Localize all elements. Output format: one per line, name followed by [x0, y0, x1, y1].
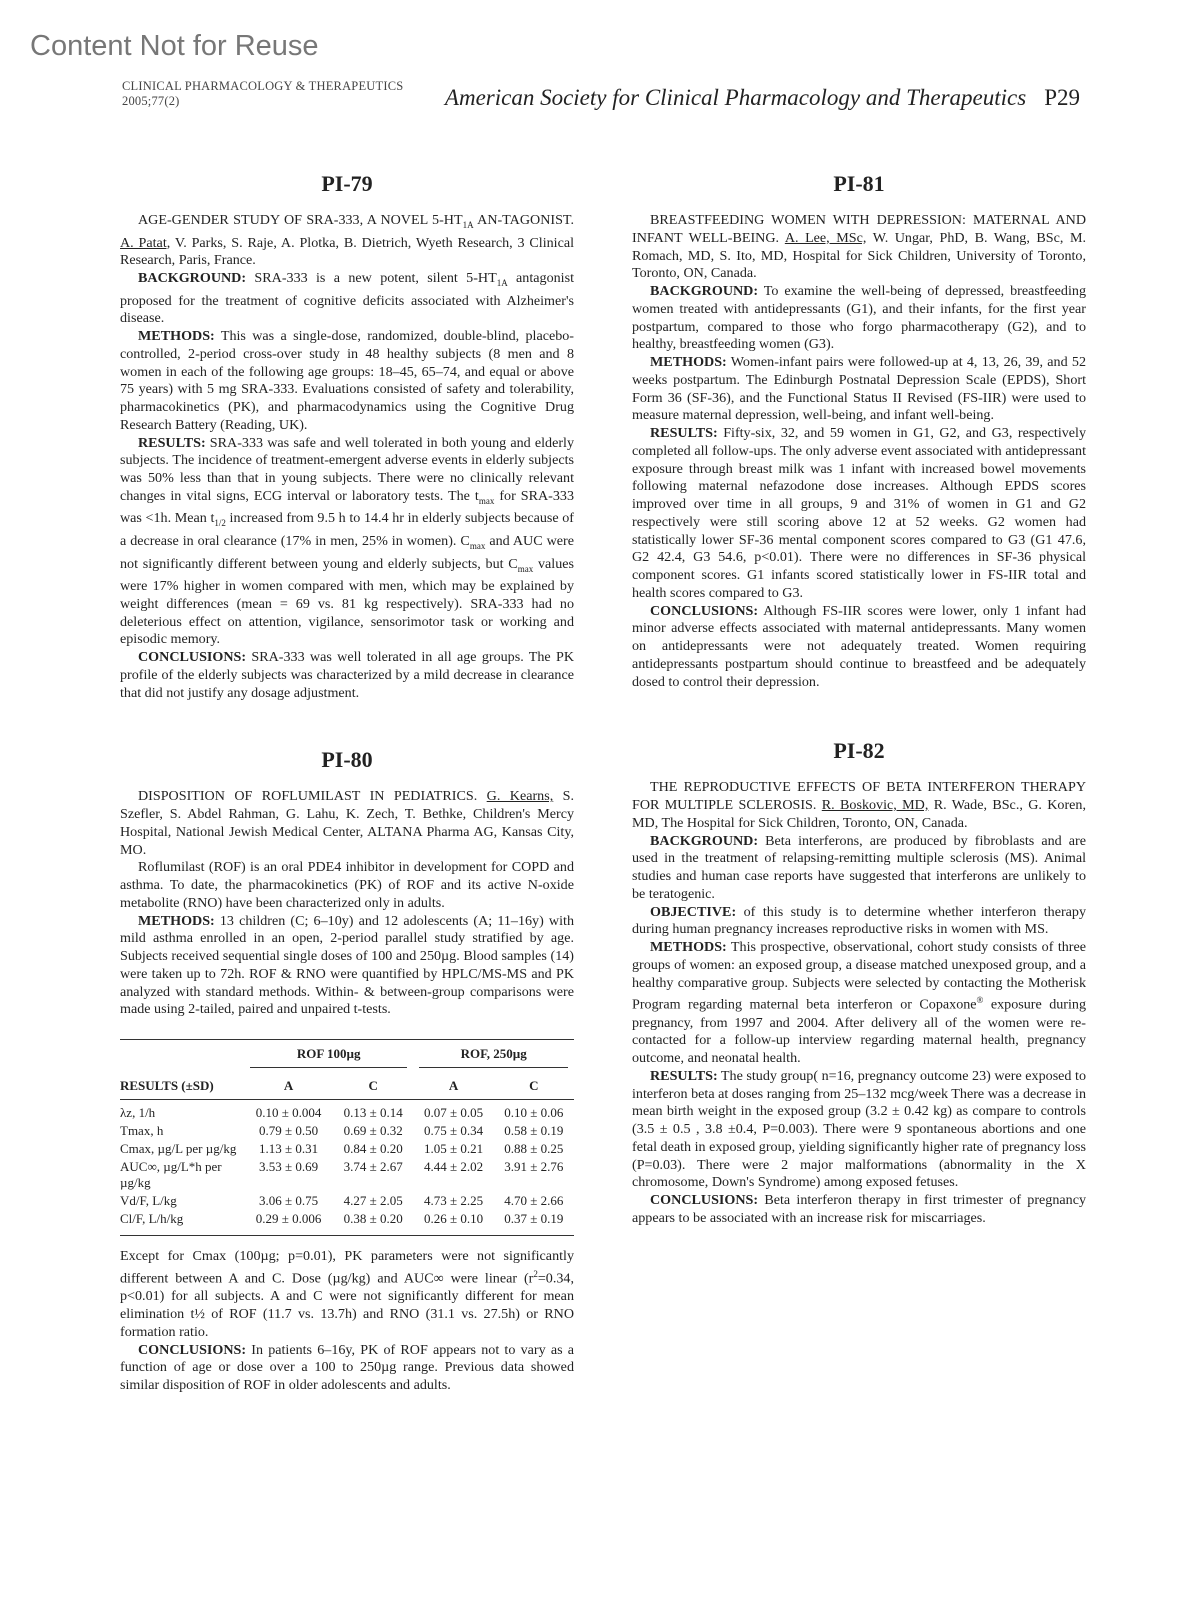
abstract-title: THE REPRODUCTIVE EFFECTS OF BETA INTERFERON THERAPY FOR MULTIPLE SCLEROSIS. R. Boskovic, MD, R. Wade, BSc., G. Koren, MD, The Hospital for Sick Children, Toronto, ON, Canada. — [632, 779, 1086, 831]
intro-section: Roflumilast (ROF) is an oral PDE4 inhibitor in development for COPD and asthma. To date, the pharmacokinetics (PK) of ROF and its active N-oxide metabolite (RNO) have been characterized only in adults. — [120, 859, 574, 911]
group-header-250: ROF, 250µg — [413, 1040, 574, 1073]
conclusions-section: CONCLUSIONS: SRA-333 was well tolerated in all age groups. The PK profile of the elderly subjects was characterized by a mild decrease in clearance that did not justify any dosage adjustment. — [120, 649, 574, 701]
results-table — [120, 1039, 574, 1236]
running-header — [445, 85, 1080, 111]
right-column — [632, 170, 1086, 1228]
results-section: RESULTS: The study group( n=16, pregnancy outcome 23) were exposed to interferon beta at doses ranging from 25–132 mcg/week There was a decrease in mean birth weight in the exposed group (3.2 ± 0.42 kg) as compare to controls (3.5 ± 0.5 , 3.8 ±0.4, P=0.003). There were 9 spontaneous abortions and one fetal death in exposed group, yielding significantly higher rate of pregnancy loss (P=0.03). There were 2 major malformations (abnormality in the X chromosome, Down's Syndrome) among exposed fetuses. — [632, 1067, 1087, 1191]
table-row: Cmax, µg/L per µg/kg 1.13 ± 0.31 0.84 ± 0.20 1.05 ± 0.21 0.88 ± 0.25 — [120, 1141, 564, 1157]
results-section: RESULTS: SRA-333 was safe and well tolerated in both young and elderly subjects. The incidence of treatment-emergent adverse events in elderly subjects was 50% less than that in young subjects. There were no clinically relevant changes in vital signs, ECG interval or laboratory tests. The $t_{max}$ for SRA-333 was <1h. Mean $t_{1/2}$ increased from 9.5 h to 14.4 hr in elderly subjects because of a decrease in oral clearance (17% in men, 25% in women). $C_{max}$ and AUC were not significantly different between young and elderly subjects, but $C_{max}$ values were 17% higher in women compared with men, which may be explained by weight differences (mean = 69 vs. 81 kg respectively). SRA-333 had no deleterious effect on attention, vigilance, sensorimotor task or working and episodic memory. — [120, 434, 575, 648]
methods-section: METHODS: This prospective, observational, cohort study consists of three groups of women: an exposed group, a disease matched unexposed group, and a healthy comparative group. Subjects were selected by contacting the Motherisk Program regarding maternal beta interferon or Copaxone® exposure during pregnancy, from 1997 and 2004. After delivery all of the women were re-contacted for a follow-up interview regarding maternal health, pregnancy outcome, and neonatal health. — [632, 939, 1086, 1067]
abstract-id: PI-82 — [833, 738, 885, 764]
abstract-title: AGE-GENDER STUDY OF SRA-333, A NOVEL $5-HT_{1A}$ AN-TAGONIST. A. Patat, V. Parks, S. Raje, A. Plotka, B. Dietrich, Wyeth Research, 3 Clinical Research, Paris, France. — [120, 212, 575, 269]
background-section: BACKGROUND: SRA-333 is a new potent, silent $5-HT_{1A}$ antagonist proposed for the treatment of cognitive deficits associated with Alzheimer's disease. — [120, 270, 574, 327]
methods-section: METHODS: 13 children (C; 6–10y) and 12 adolescents (A; 11–16y) with mild asthma enrolled in an open, 2-period parallel study stratified by age. Subjects received sequential single doses of 100 and 250µg. Blood samples (14) were taken up to 72h. ROF & RNO were quantified by HPLC/MS-MS and PK analyzed with standard methods. Within- & between-group comparisons were made using 2-tailed, paired and unpaired t-tests. — [120, 912, 574, 1018]
col-header-c: C — [494, 1072, 574, 1100]
results-section: Except for Cmax (100µg; p=0.01), PK parameters were not significantly different between A and C. Dose (µg/kg) and AUC∞ were linear ($r^2=0.34$, p<0.01) for all subjects. A and C were not significantly different for mean elimination t½ of ROF (11.7 vs. 13.7h) and RNO (31.1 vs. 27.5h) or RNO formation ratio. — [120, 1248, 574, 1340]
presenting-author: A. Lee, MSc, — [784, 229, 867, 246]
journal-name: CLINICAL PHARMACOLOGY & THERAPEUTICS — [122, 79, 404, 93]
abstract-pi-79 — [120, 170, 574, 702]
abstract-id: PI-79 — [321, 171, 373, 196]
background-section: BACKGROUND: To examine the well-being of depressed, breastfeeding women treated with antidepressants (G1), and their infants, for the first year postpartum, compared to those who forgo pharmacotherapy (G2), and to healthy, breastfeeding women (G3). — [632, 283, 1086, 353]
table-row: AUC∞, µg/L*h per µg/kg 3.53 ± 0.69 3.74 ± 2.67 4.44 ± 2.02 3.91 ± 2.76 — [120, 1159, 564, 1191]
table-row: Tmax, h 0.79 ± 0.50 0.69 ± 0.32 0.75 ± 0.34 0.58 ± 0.19 — [120, 1123, 564, 1139]
presenting-author: A. Patat, — [120, 234, 171, 251]
col-header-c: C — [333, 1072, 413, 1100]
journal-citation — [122, 79, 403, 109]
col-header-a: A — [244, 1072, 333, 1100]
journal-volume: 2005;77(2) — [122, 94, 180, 108]
table-row: λz, 1/h 0.10 ± 0.004 0.13 ± 0.14 0.07 ± 0.05 0.10 ± 0.06 — [120, 1105, 564, 1121]
conclusions-section: CONCLUSIONS: In patients 6–16y, PK of ROF appears not to vary as a function of age or dose over a 100 to 250µg range. Previous data showed similar disposition of ROF in older adolescents and adults. — [120, 1341, 574, 1394]
abstract-pi-80 — [120, 746, 574, 1394]
abstract-id: PI-80 — [321, 747, 373, 773]
abstract-title: BREASTFEEDING WOMEN WITH DEPRESSION: MATERNAL AND INFANT WELL-BEING. A. Lee, MSc, W. Ungar, PhD, B. Wang, BSc, M. Romach, MD, S. Ito, MD, Hospital for Sick Children, University of Toronto, Toronto, ON, Canada. — [632, 212, 1087, 282]
society-name: American Society for Clinical Pharmacology and Therapeutics — [444, 85, 1027, 110]
presenting-author: G. Kearns, — [486, 788, 554, 805]
left-column — [120, 170, 574, 1395]
table-row: Cl/F, L/h/kg 0.29 ± 0.006 0.38 ± 0.20 0.26 ± 0.10 0.37 ± 0.19 — [120, 1210, 574, 1236]
abstract-pi-81 — [632, 170, 1086, 691]
conclusions-section: CONCLUSIONS: Although FS-IIR scores were lower, only 1 infant had minor adverse effects associated with maternal antidepressants. Many women on antidepressants were not adequately treated. Women requiring antidepressants postpartum should continue to breastfeed and be adequately dosed to control their depression. — [632, 602, 1086, 690]
methods-section: METHODS: Women-infant pairs were followed-up at 4, 13, 26, 39, and 52 weeks postpartum. The Edinburgh Postnatal Depression Scale (EPDS), Short Form 36 (SF-36), and the Functional Status II Revised (FS-IIR) were used to measure maternal depression, well-being, and infant well-being. — [632, 354, 1086, 424]
group-header-100: ROF 100µg — [244, 1040, 413, 1073]
watermark: Content Not for Reuse — [30, 30, 319, 62]
objective-section: OBJECTIVE: of this study is to determine whether interferon therapy during human pregnancy increases reproductive risks in women with MS. — [632, 903, 1086, 938]
abstract-id: PI-81 — [833, 171, 885, 196]
conclusions-section: CONCLUSIONS: Beta interferon therapy in first trimester of pregnancy appears to be associated with an increase risk for miscarriages. — [632, 1192, 1086, 1226]
presenting-author: R. Boskovic, MD, — [821, 797, 929, 813]
results-header: RESULTS (±SD) — [120, 1072, 244, 1100]
col-header-a: A — [413, 1072, 493, 1100]
methods-section: METHODS: This was a single-dose, randomized, double-blind, placebo-controlled, 2-period cross-over study in 48 healthy subjects (8 men and 8 women in each of the following age groups: 18–45, 65–74, and equal or above 75 years) with 5 mg SRA-333. Evaluations consisted of safety and tolerability, pharmacokinetics (PK), and pharmacodynamics using the Cognitive Drug Research Battery (Reading, UK). — [120, 328, 574, 433]
table-row: Vd/F, L/kg 3.06 ± 0.75 4.27 ± 2.05 4.73 ± 2.25 4.70 ± 2.66 — [120, 1193, 564, 1209]
abstract-title: DISPOSITION OF ROFLUMILAST IN PEDIATRICS. G. Kearns, S. Szefler, S. Abdel Rahman, G. Lahu, K. Zech, T. Bethke, Children's Mercy Hospital, National Jewish Medical Center, ALTANA Pharma AG, Kansas City, MO. — [120, 788, 575, 858]
background-section: BACKGROUND: Beta interferons, are produced by fibroblasts and are used in the treatment of relapsing-remitting multiple sclerosis (MS). Animal studies and human case reports have suggested that interferons are unlikely to be teratogenic. — [632, 832, 1086, 902]
results-section: RESULTS: Fifty-six, 32, and 59 women in G1, G2, and G3, respectively completed all follow-ups. The only adverse event associated with antidepressant exposure through breast milk was 1 infant with increased bowel movements following maternal nefazodone dose increases. Although EPDS scores improved over time in all groups, 9 and 31% of women in G1 and G2 respectively were still scoring above 12 at 52 weeks. G2 women had statistically lower SF-36 mental component scores compared to G3 (G1 47.6, G2 42.4, G3 54.6, p<0.01). There were no differences in SF-36 physical component scores. G1 infants scored statistically lower in FS-IIR total and health scores compared to G3. — [632, 425, 1086, 601]
abstract-pi-82 — [632, 737, 1086, 1227]
page-number: P29 — [1044, 85, 1080, 110]
